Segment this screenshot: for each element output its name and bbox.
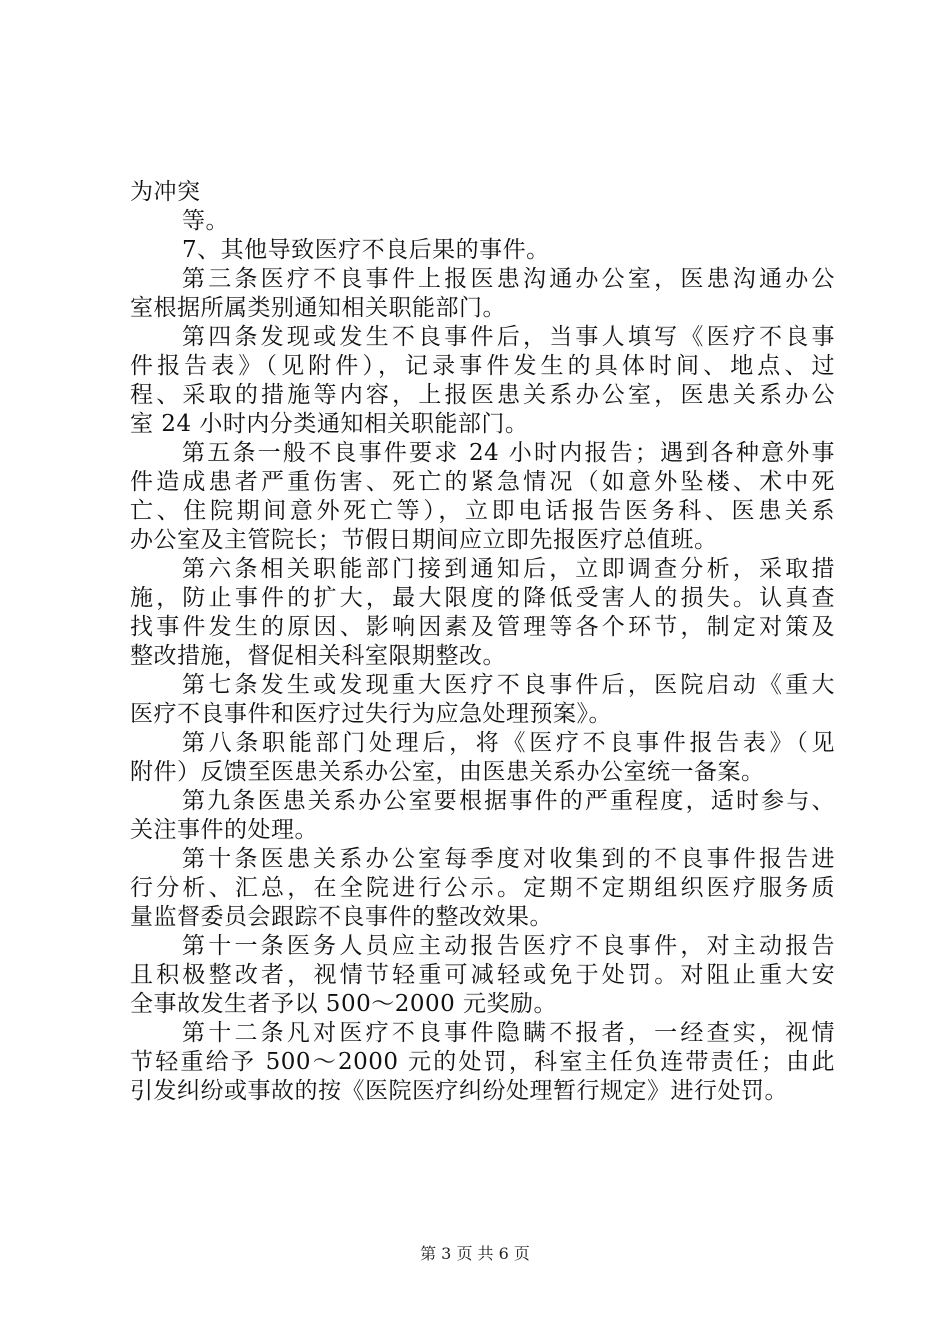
text-line: 引发纠纷或事故的按《医院医疗纠纷处理暂行规定》进行处罚。: [130, 1078, 788, 1104]
text-line: 第四条发现或发生不良事件后，当事人填写《医疗不良事: [182, 324, 835, 350]
text-line: 整改措施，督促相关科室限期整改。: [130, 643, 506, 669]
text-line: 为冲突: [130, 179, 201, 205]
text-line: 第七条发生或发现重大医疗不良事件后，医院启动《重大: [182, 672, 835, 698]
text-line: 室 24 小时内分类通知相关职能部门。: [130, 411, 529, 437]
text-line: 且积极整改者，视情节轻重可减轻或免于处罚。对阻止重大安: [130, 962, 835, 988]
text-line: 第八条职能部门处理后，将《医疗不良事件报告表》（见: [182, 730, 835, 756]
text-line: 件报告表》（见附件），记录事件发生的具体时间、地点、过: [130, 353, 835, 379]
text-line: 附件）反馈至医患关系办公室，由医患关系办公室统一备案。: [130, 759, 765, 785]
text-line: 施，防止事件的扩大，最大限度的降低受害人的损失。认真查: [130, 585, 835, 611]
text-line: 等。: [182, 208, 229, 234]
text-line: 第十条医患关系办公室每季度对收集到的不良事件报告进: [182, 846, 835, 872]
document-body: [130, 178, 835, 1106]
text-line: 第五条一般不良事件要求 24 小时内报告；遇到各种意外事: [182, 440, 835, 466]
text-line: 第三条医疗不良事件上报医患沟通办公室，医患沟通办公: [182, 266, 835, 292]
text-line: 关注事件的处理。: [130, 817, 318, 843]
text-line: 找事件发生的原因、影响因素及管理等各个环节，制定对策及: [130, 614, 835, 640]
text-line: 第十二条凡对医疗不良事件隐瞒不报者，一经查实，视情: [182, 1020, 835, 1046]
text-line: 第十一条医务人员应主动报告医疗不良事件，对主动报告: [182, 933, 835, 959]
text-line: 室根据所属类别通知相关职能部门。: [130, 295, 506, 321]
text-line: 行分析、汇总，在全院进行公示。定期不定期组织医疗服务质: [130, 875, 835, 901]
text-line: 办公室及主管院长；节假日期间应立即先报医疗总值班。: [130, 527, 718, 553]
text-line: 件造成患者严重伤害、死亡的紧急情况（如意外坠楼、术中死: [130, 469, 835, 495]
text-line: 节轻重给予 500～2000 元的处罚，科室主任负连带责任；由此: [130, 1049, 835, 1075]
page-footer: 第 3 页 共 6 页: [420, 1244, 530, 1263]
text-line: 程、采取的措施等内容，上报医患关系办公室，医患关系办公: [130, 382, 835, 408]
text-line: 第六条相关职能部门接到通知后，立即调查分析，采取措: [182, 556, 835, 582]
text-line: 量监督委员会跟踪不良事件的整改效果。: [130, 904, 553, 930]
text-line: 亡、住院期间意外死亡等），立即电话报告医务科、医患关系: [130, 498, 835, 524]
text-line: 全事故发生者予以 500～2000 元奖励。: [130, 991, 558, 1017]
text-line: 医疗不良事件和医疗过失行为应急处理预案》。: [130, 701, 612, 727]
text-line: 第九条医患关系办公室要根据事件的严重程度，适时参与、: [182, 788, 835, 814]
text-line: 7、其他导致医疗不良后果的事件。: [182, 237, 550, 263]
